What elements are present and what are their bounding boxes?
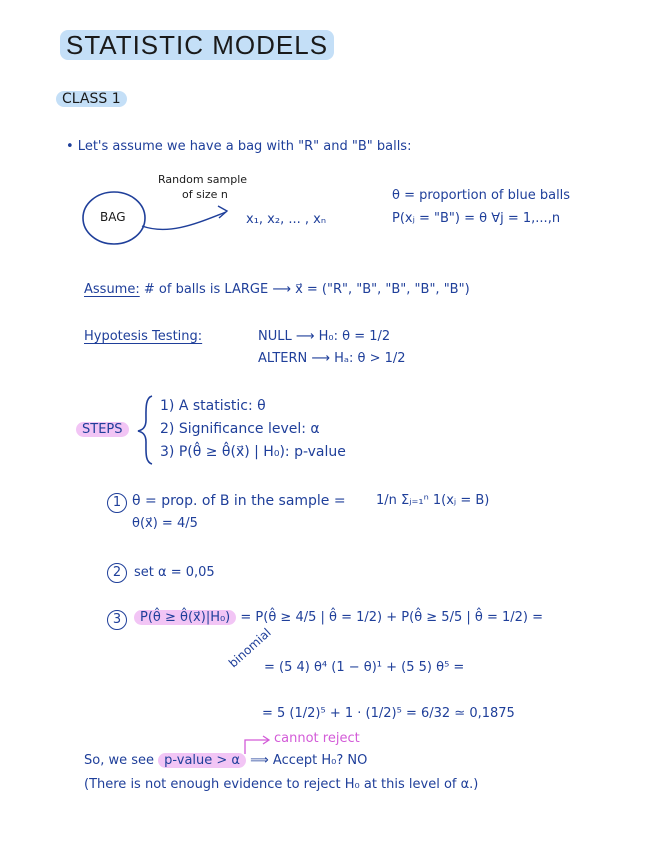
step2-number: 2 (107, 563, 127, 583)
pvalue-highlight: p-value > α (158, 753, 246, 768)
bag-label: BAG (100, 210, 126, 224)
hypothesis-label: Hypotesis Testing: (84, 329, 203, 344)
step3-rest: = P(θ̂ ≥ 4/5 | θ̂ = 1/2) + P(θ̂ ≥ 5/5 | θ̂ = 1/2) = (240, 610, 543, 625)
conclusion-prefix: So, we see (84, 753, 155, 768)
step-item-1: 1) A statistic: θ (160, 398, 266, 414)
step3-line2: = (5 4) θ⁴ (1 − θ)¹ + (5 5) θ⁵ = (264, 660, 465, 675)
page-title: STATISTIC MODELS (60, 30, 334, 61)
bag-arrow-head (218, 206, 227, 218)
null-hypothesis: NULL ⟶ H₀: θ = 1/2 (258, 329, 391, 344)
bag-arrow (142, 212, 226, 229)
assume-text: # of balls is LARGE ⟶ x⃗ = ("R", "B", "B", "B", "B") (143, 282, 470, 297)
alternative-hypothesis: ALTERN ⟶ Hₐ: θ > 1/2 (258, 351, 406, 366)
step3-line3: = 5 (1/2)⁵ + 1 · (1/2)⁵ = 6/32 ≃ 0,1875 (262, 706, 515, 721)
assume-line (84, 282, 470, 297)
conclusion-rest: ⟹ Accept H₀? NO (250, 753, 368, 768)
step2-text: set α = 0,05 (134, 565, 215, 580)
cannot-reject-arrow (245, 740, 268, 754)
sample-note-2: of size n (182, 188, 228, 201)
cannot-reject-arrow-head (263, 736, 269, 744)
step-item-3: 3) P(θ̂ ≥ θ̂(x⃗) | H₀): p-value (160, 444, 346, 460)
probability-definition: P(xⱼ = "B") = θ ∀j = 1,...,n (392, 211, 561, 226)
step3-highlight: P(θ̂ ≥ θ̂(x⃗)|H₀) (134, 610, 236, 625)
step1-formula: 1/n Σⱼ₌₁ⁿ 1(xⱼ = B) (376, 493, 490, 508)
intro-text: • Let's assume we have a bag with "R" and "B" balls: (66, 139, 412, 154)
cannot-reject-note: cannot reject (274, 731, 360, 746)
step3-number: 3 (107, 610, 127, 630)
step1-estimate: θ(x⃗) = 4/5 (132, 516, 198, 531)
assume-label: Assume: (84, 282, 140, 297)
step-item-2: 2) Significance level: α (160, 421, 320, 437)
sample-note-1: Random sample (158, 173, 248, 186)
steps-label: STEPS (76, 422, 129, 437)
steps-brace (138, 396, 152, 464)
conclusion-line (84, 753, 367, 768)
binomial-note: binomial (226, 625, 274, 671)
step1-number: 1 (107, 493, 127, 513)
final-conclusion: (There is not enough evidence to reject H₀ at this level of α.) (84, 777, 479, 792)
step1-definition: θ = prop. of B in the sample = (132, 493, 346, 509)
class-label: CLASS 1 (56, 91, 127, 107)
sample-values: x₁, x₂, ... , xₙ (246, 212, 327, 227)
theta-definition: θ = proportion of blue balls (392, 188, 571, 203)
step3-line1 (134, 610, 543, 625)
